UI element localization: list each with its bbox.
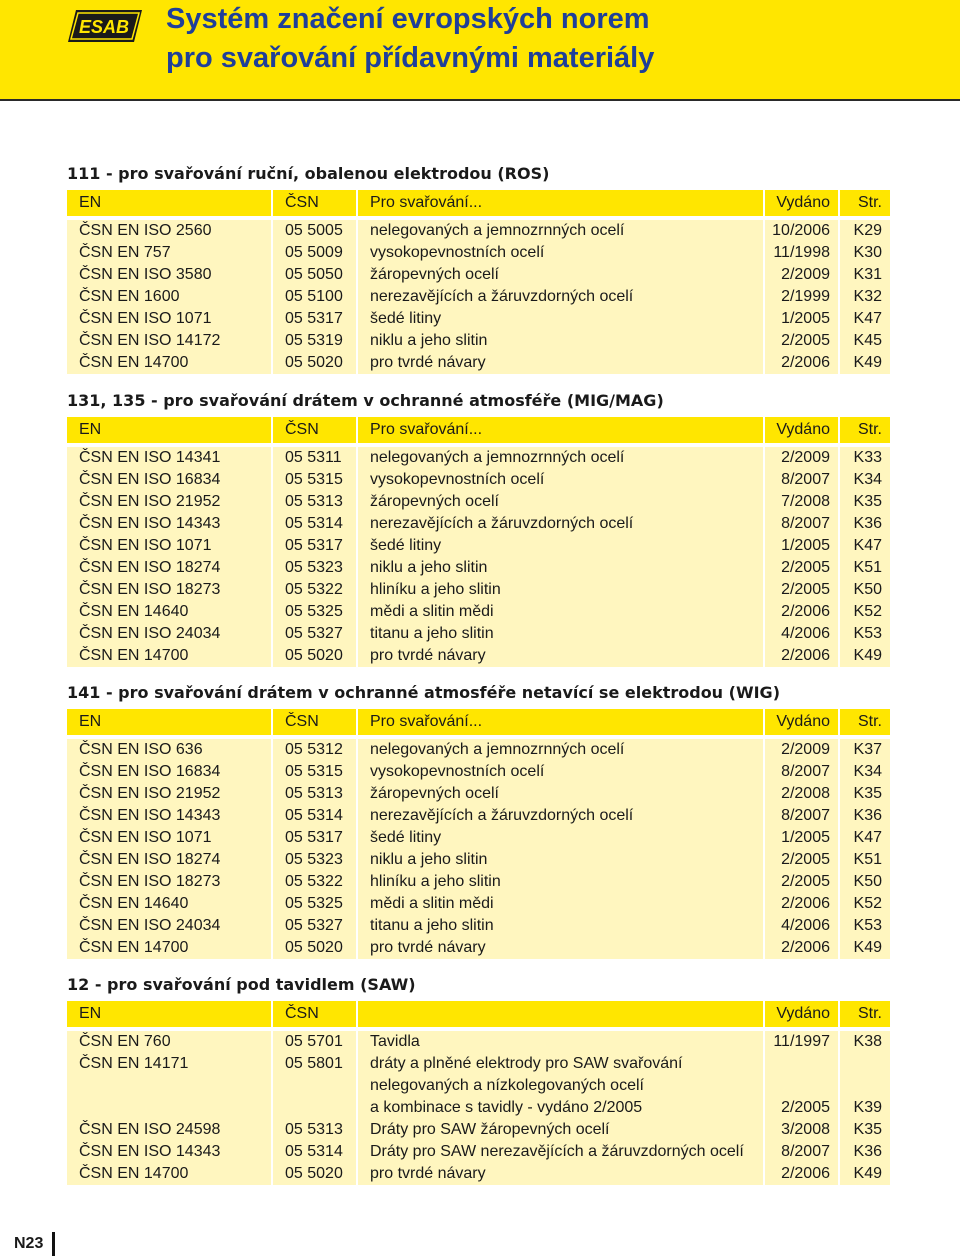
col-header-en: EN <box>67 1001 272 1027</box>
cell-en: ČSN EN 760 <box>67 1031 272 1053</box>
cell-en: ČSN EN ISO 24034 <box>67 915 272 937</box>
cell-page: K49 <box>839 937 890 959</box>
cell-issued: 2/2006 <box>764 937 839 959</box>
cell-en: ČSN EN 14700 <box>67 645 272 667</box>
cell-purpose: šedé litiny <box>357 308 764 330</box>
table-row <box>67 242 890 264</box>
cell-en: ČSN EN 14640 <box>67 893 272 915</box>
col-header-issued: Vydáno <box>764 190 839 216</box>
table-header-row <box>67 709 890 735</box>
cell-en: ČSN EN ISO 636 <box>67 739 272 761</box>
table-wig <box>67 709 890 959</box>
cell-purpose: vysokopevnostních ocelí <box>357 761 764 783</box>
cell-en: ČSN EN 757 <box>67 242 272 264</box>
cell-purpose: Dráty pro SAW nerezavějících a žáruvzdorných ocelí <box>357 1141 764 1163</box>
cell-issued: 4/2006 <box>764 915 839 937</box>
table-row <box>67 1053 890 1119</box>
table-row <box>67 330 890 352</box>
cell-purpose: žáropevných ocelí <box>357 783 764 805</box>
cell-en: ČSN EN ISO 18273 <box>67 579 272 601</box>
cell-purpose-multiline <box>357 1053 764 1119</box>
cell-en: ČSN EN ISO 14343 <box>67 513 272 535</box>
col-header-purpose: Pro svařování... <box>357 417 764 443</box>
cell-purpose: pro tvrdé návary <box>357 1163 764 1185</box>
cell-page: K34 <box>839 761 890 783</box>
cell-purpose: vysokopevnostních ocelí <box>357 242 764 264</box>
cell-csn: 05 5313 <box>272 491 357 513</box>
purpose-line: dráty a plněné elektrody pro SAW svařování <box>370 1055 683 1072</box>
cell-csn: 05 5327 <box>272 623 357 645</box>
cell-page: K38 <box>839 1031 890 1053</box>
cell-page: K32 <box>839 286 890 308</box>
table-row <box>67 286 890 308</box>
cell-page: K33 <box>839 447 890 469</box>
col-header-purpose: Pro svařování... <box>357 709 764 735</box>
table-row <box>67 1119 890 1141</box>
cell-en: ČSN EN ISO 1071 <box>67 827 272 849</box>
page-number: N23 <box>0 1232 55 1256</box>
col-header-en: EN <box>67 417 272 443</box>
cell-purpose: nerezavějících a žáruvzdorných ocelí <box>357 286 764 308</box>
cell-purpose: žáropevných ocelí <box>357 264 764 286</box>
table-row <box>67 937 890 959</box>
cell-page: K53 <box>839 915 890 937</box>
section-title-mig-mag: 131, 135 - pro svařování drátem v ochranné atmosféře (MIG/MAG) <box>67 391 664 410</box>
cell-issued: 2/2005 <box>764 849 839 871</box>
cell-issued: 2/2005 <box>764 579 839 601</box>
cell-en: ČSN EN ISO 24598 <box>67 1119 272 1141</box>
cell-page: K52 <box>839 893 890 915</box>
col-header-en: EN <box>67 709 272 735</box>
cell-en: ČSN EN ISO 14343 <box>67 1141 272 1163</box>
cell-page: K35 <box>839 491 890 513</box>
table-row <box>67 893 890 915</box>
table-ros <box>67 190 890 374</box>
cell-page: K34 <box>839 469 890 491</box>
table-header-row <box>67 417 890 443</box>
cell-issued: 11/1997 <box>764 1031 839 1053</box>
cell-page: K35 <box>839 1119 890 1141</box>
cell-page: K31 <box>839 264 890 286</box>
cell-page: K51 <box>839 849 890 871</box>
table-row <box>67 915 890 937</box>
cell-page: K29 <box>839 220 890 242</box>
cell-csn: 05 5323 <box>272 849 357 871</box>
cell-page: K50 <box>839 871 890 893</box>
cell-purpose: Tavidla <box>357 1031 764 1053</box>
cell-page: K36 <box>839 805 890 827</box>
cell-issued: 8/2007 <box>764 805 839 827</box>
table-row <box>67 827 890 849</box>
cell-csn: 05 5317 <box>272 535 357 557</box>
table-row <box>67 623 890 645</box>
cell-csn: 05 5020 <box>272 352 357 374</box>
cell-csn: 05 5322 <box>272 871 357 893</box>
col-header-csn: ČSN <box>272 417 357 443</box>
cell-purpose: šedé litiny <box>357 535 764 557</box>
cell-en: ČSN EN ISO 18274 <box>67 557 272 579</box>
cell-issued: 1/2005 <box>764 827 839 849</box>
table-row <box>67 1031 890 1053</box>
cell-issued: 8/2007 <box>764 469 839 491</box>
table-row <box>67 1163 890 1185</box>
table-row <box>67 264 890 286</box>
cell-csn: 05 5323 <box>272 557 357 579</box>
cell-en: ČSN EN 14640 <box>67 601 272 623</box>
cell-issued: 3/2008 <box>764 1119 839 1141</box>
cell-purpose: nerezavějících a žáruvzdorných ocelí <box>357 513 764 535</box>
col-header-issued: Vydáno <box>764 709 839 735</box>
cell-page: K49 <box>839 352 890 374</box>
table-row <box>67 579 890 601</box>
cell-en: ČSN EN ISO 24034 <box>67 623 272 645</box>
cell-en: ČSN EN ISO 16834 <box>67 761 272 783</box>
cell-purpose: pro tvrdé návary <box>357 645 764 667</box>
cell-csn: 05 5050 <box>272 264 357 286</box>
table-row <box>67 849 890 871</box>
table-row <box>67 491 890 513</box>
cell-csn: 05 5100 <box>272 286 357 308</box>
cell-purpose: žáropevných ocelí <box>357 491 764 513</box>
cell-page: K37 <box>839 739 890 761</box>
cell-page: K49 <box>839 645 890 667</box>
cell-issued: 2/2009 <box>764 264 839 286</box>
purpose-line: a kombinace s tavidly - vydáno 2/2005 <box>370 1099 643 1116</box>
cell-issued: 2/2006 <box>764 1163 839 1185</box>
cell-issued: 1/2005 <box>764 535 839 557</box>
cell-purpose: hliníku a jeho slitin <box>357 871 764 893</box>
table-row <box>67 352 890 374</box>
purpose-line: nelegovaných a nízkolegovaných ocelí <box>370 1077 644 1094</box>
col-header-en: EN <box>67 190 272 216</box>
col-header-page: Str. <box>839 190 890 216</box>
col-header-purpose <box>357 1001 764 1027</box>
cell-en: ČSN EN 14700 <box>67 1163 272 1185</box>
cell-csn: 05 5319 <box>272 330 357 352</box>
table-row <box>67 645 890 667</box>
cell-page: K51 <box>839 557 890 579</box>
cell-csn: 05 5314 <box>272 513 357 535</box>
table-row <box>67 535 890 557</box>
table-row <box>67 1141 890 1163</box>
cell-issued: 2/1999 <box>764 286 839 308</box>
cell-csn: 05 5313 <box>272 1119 357 1141</box>
cell-purpose: pro tvrdé návary <box>357 352 764 374</box>
cell-issued: 11/1998 <box>764 242 839 264</box>
table-row <box>67 308 890 330</box>
cell-csn: 05 5315 <box>272 469 357 491</box>
cell-page: K47 <box>839 827 890 849</box>
cell-en: ČSN EN ISO 18273 <box>67 871 272 893</box>
cell-en: ČSN EN ISO 3580 <box>67 264 272 286</box>
cell-page: K45 <box>839 330 890 352</box>
cell-en: ČSN EN ISO 2560 <box>67 220 272 242</box>
cell-csn: 05 5317 <box>272 308 357 330</box>
section-title-ros: 111 - pro svařování ruční, obalenou elektrodou (ROS) <box>67 164 550 183</box>
col-header-issued: Vydáno <box>764 1001 839 1027</box>
table-row <box>67 739 890 761</box>
cell-issued: 8/2007 <box>764 1141 839 1163</box>
col-header-issued: Vydáno <box>764 417 839 443</box>
table-row <box>67 761 890 783</box>
cell-csn: 05 5313 <box>272 783 357 805</box>
col-header-purpose: Pro svařování... <box>357 190 764 216</box>
cell-purpose: pro tvrdé návary <box>357 937 764 959</box>
cell-csn: 05 5315 <box>272 761 357 783</box>
cell-page: K50 <box>839 579 890 601</box>
svg-text:ESAB: ESAB <box>78 17 130 37</box>
table-row <box>67 783 890 805</box>
cell-issued: 2/2005 <box>764 1053 839 1119</box>
cell-purpose: hliníku a jeho slitin <box>357 579 764 601</box>
cell-csn: 05 5311 <box>272 447 357 469</box>
cell-en: ČSN EN ISO 16834 <box>67 469 272 491</box>
cell-page: K49 <box>839 1163 890 1185</box>
cell-purpose: šedé litiny <box>357 827 764 849</box>
table-row <box>67 513 890 535</box>
cell-en: ČSN EN ISO 14343 <box>67 805 272 827</box>
cell-purpose: titanu a jeho slitin <box>357 915 764 937</box>
col-header-csn: ČSN <box>272 190 357 216</box>
title-line-2: pro svařování přídavnými materiály <box>166 42 655 74</box>
table-row <box>67 557 890 579</box>
table-row <box>67 871 890 893</box>
cell-issued: 2/2005 <box>764 871 839 893</box>
col-header-page: Str. <box>839 417 890 443</box>
table-row <box>67 601 890 623</box>
cell-issued: 2/2005 <box>764 330 839 352</box>
cell-page: K47 <box>839 308 890 330</box>
cell-purpose: nelegovaných a jemnozrnných ocelí <box>357 739 764 761</box>
cell-purpose: nelegovaných a jemnozrnných ocelí <box>357 220 764 242</box>
cell-csn: 05 5325 <box>272 893 357 915</box>
cell-purpose: mědi a slitin mědi <box>357 893 764 915</box>
cell-page: K36 <box>839 513 890 535</box>
cell-purpose: nelegovaných a jemnozrnných ocelí <box>357 447 764 469</box>
title-line-1: Systém značení evropských norem <box>166 3 650 35</box>
col-header-csn: ČSN <box>272 709 357 735</box>
cell-issued: 2/2009 <box>764 447 839 469</box>
cell-issued: 8/2007 <box>764 761 839 783</box>
cell-csn: 05 5020 <box>272 645 357 667</box>
cell-issued: 2/2009 <box>764 739 839 761</box>
cell-page: K36 <box>839 1141 890 1163</box>
table-row <box>67 220 890 242</box>
cell-page: K47 <box>839 535 890 557</box>
esab-logo <box>66 8 144 44</box>
cell-page: K35 <box>839 783 890 805</box>
cell-csn: 05 5314 <box>272 805 357 827</box>
cell-en: ČSN EN ISO 1071 <box>67 535 272 557</box>
cell-en: ČSN EN ISO 1071 <box>67 308 272 330</box>
cell-issued: 2/2006 <box>764 645 839 667</box>
col-header-page: Str. <box>839 709 890 735</box>
cell-issued: 8/2007 <box>764 513 839 535</box>
col-header-csn: ČSN <box>272 1001 357 1027</box>
cell-csn: 05 5317 <box>272 827 357 849</box>
table-header-row <box>67 1001 890 1027</box>
cell-en: ČSN EN 1600 <box>67 286 272 308</box>
cell-purpose: vysokopevnostních ocelí <box>357 469 764 491</box>
table-header-row <box>67 190 890 216</box>
cell-csn: 05 5009 <box>272 242 357 264</box>
cell-page: K30 <box>839 242 890 264</box>
section-title-wig: 141 - pro svařování drátem v ochranné atmosféře netavící se elektrodou (WIG) <box>67 683 780 702</box>
cell-issued: 2/2005 <box>764 557 839 579</box>
cell-issued: 1/2005 <box>764 308 839 330</box>
cell-page: K52 <box>839 601 890 623</box>
table-row <box>67 805 890 827</box>
cell-csn: 05 5325 <box>272 601 357 623</box>
cell-purpose: mědi a slitin mědi <box>357 601 764 623</box>
cell-en: ČSN EN ISO 14341 <box>67 447 272 469</box>
page-header <box>0 0 960 101</box>
cell-en: ČSN EN ISO 21952 <box>67 491 272 513</box>
cell-en: ČSN EN 14700 <box>67 937 272 959</box>
cell-issued: 4/2006 <box>764 623 839 645</box>
cell-issued: 2/2006 <box>764 352 839 374</box>
table-row <box>67 447 890 469</box>
cell-purpose: Dráty pro SAW žáropevných ocelí <box>357 1119 764 1141</box>
cell-page: K39 <box>839 1053 890 1119</box>
cell-csn: 05 5327 <box>272 915 357 937</box>
cell-en: ČSN EN 14700 <box>67 352 272 374</box>
col-header-page: Str. <box>839 1001 890 1027</box>
cell-issued: 2/2008 <box>764 783 839 805</box>
cell-purpose: niklu a jeho slitin <box>357 330 764 352</box>
cell-issued: 2/2006 <box>764 893 839 915</box>
cell-issued: 2/2006 <box>764 601 839 623</box>
table-row <box>67 469 890 491</box>
cell-purpose: titanu a jeho slitin <box>357 623 764 645</box>
cell-csn: 05 5801 <box>272 1053 357 1119</box>
cell-csn: 05 5322 <box>272 579 357 601</box>
table-mig-mag <box>67 417 890 667</box>
cell-purpose: niklu a jeho slitin <box>357 557 764 579</box>
cell-csn: 05 5314 <box>272 1141 357 1163</box>
cell-purpose: niklu a jeho slitin <box>357 849 764 871</box>
cell-csn: 05 5312 <box>272 739 357 761</box>
cell-issued: 7/2008 <box>764 491 839 513</box>
section-title-saw: 12 - pro svařování pod tavidlem (SAW) <box>67 975 416 994</box>
cell-en: ČSN EN ISO 18274 <box>67 849 272 871</box>
cell-csn: 05 5005 <box>272 220 357 242</box>
cell-page: K53 <box>839 623 890 645</box>
cell-csn: 05 5020 <box>272 1163 357 1185</box>
page-title <box>166 0 654 78</box>
table-saw <box>67 1001 890 1185</box>
cell-en: ČSN EN 14171 <box>67 1053 272 1119</box>
cell-csn: 05 5020 <box>272 937 357 959</box>
cell-issued: 10/2006 <box>764 220 839 242</box>
cell-en: ČSN EN ISO 21952 <box>67 783 272 805</box>
cell-csn: 05 5701 <box>272 1031 357 1053</box>
cell-purpose: nerezavějících a žáruvzdorných ocelí <box>357 805 764 827</box>
cell-en: ČSN EN ISO 14172 <box>67 330 272 352</box>
